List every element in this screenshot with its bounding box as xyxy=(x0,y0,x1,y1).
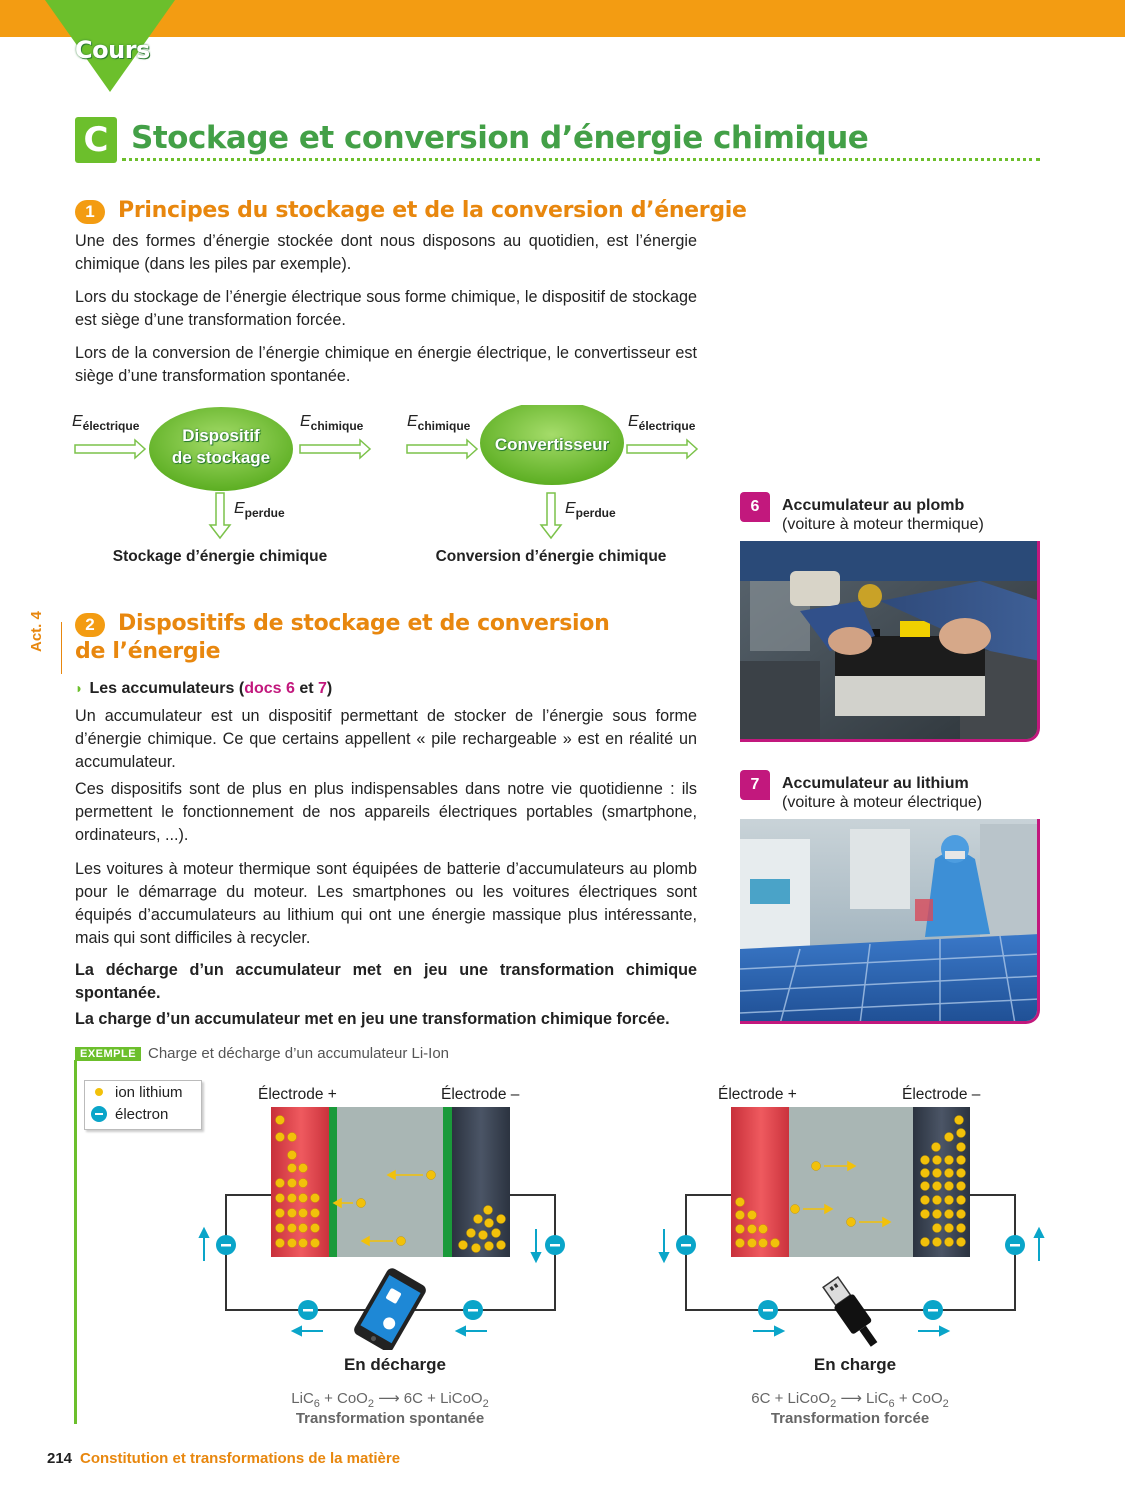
example-side-rule xyxy=(74,1060,77,1424)
paragraph-2-1: Un accumulateur est un dispositif permettant de stocker de l’énergie sous forme d’énergie chimique. Ce que certains appellent « pile rechargeable » est en réalité un accumulateur. xyxy=(75,707,697,771)
section-title-underline xyxy=(122,158,1040,161)
subsection-2-title-line1: Dispositifs de stockage et de conversion xyxy=(118,611,610,636)
discharge-caption-title: En décharge xyxy=(343,1355,447,1374)
doc-7-subtitle: (voiture à moteur électrique) xyxy=(782,794,983,811)
charge-caption-subtitle: Transformation forcée xyxy=(770,1410,930,1427)
cours-label: Cours xyxy=(75,36,150,64)
smartphone-icon xyxy=(352,1266,428,1350)
label-e-chimique-in: $E_{chimique}$ xyxy=(407,413,471,433)
charge-electrolyte xyxy=(789,1107,913,1257)
label-e-electrique-in: $E_{électrique}$ xyxy=(72,413,140,433)
doc-7-badge: 7 xyxy=(740,770,770,800)
doc-6-subtitle: (voiture à moteur thermique) xyxy=(782,516,984,533)
electron-icon xyxy=(91,1106,107,1122)
discharge-caption-subtitle: Transformation spontanée xyxy=(295,1410,485,1427)
lead-battery-photo xyxy=(740,541,1040,742)
paragraph-1-3: Lors de la conversion de l’énergie chimique en énergie électrique, le convertisseur est siège d’une transformation spontanée. xyxy=(75,344,697,385)
usb-plug-icon xyxy=(821,1275,884,1350)
subsection-1-number: 1 xyxy=(75,200,105,224)
paragraph-1-1: Une des formes d’énergie stockée dont nous disposons au quotidien, est l’énergie chimique (dans les piles par exemple). xyxy=(75,232,697,273)
discharge-electrolyte xyxy=(337,1107,443,1257)
discharge-electrode-plus-label: Électrode + xyxy=(258,1086,337,1103)
subsection-2-number: 2 xyxy=(75,613,105,637)
charge-diagram xyxy=(655,1105,1055,1350)
bullet-accumulateurs: ◗ Les accumulateurs (docs 6 et 7) xyxy=(75,680,333,697)
legend-row-ion: ion lithium xyxy=(85,1081,201,1103)
legend-box xyxy=(84,1080,202,1130)
caption-conversion: Conversion d’énergie chimique xyxy=(435,548,667,565)
charge-positive-electrode xyxy=(731,1107,791,1257)
section-title: Stockage et conversion d’énergie chimique xyxy=(131,120,869,156)
doc-6-badge: 6 xyxy=(740,492,770,522)
page-number: 214 xyxy=(47,1450,73,1467)
section-letter-badge: C xyxy=(75,117,117,163)
example-tag: EXEMPLE xyxy=(75,1047,141,1061)
key-statement-charge: La charge d’un accumulateur met en jeu une transformation chimique forcée. xyxy=(75,1010,670,1028)
key-statement-discharge: La décharge d’un accumulateur met en jeu une transformation chimique spontanée. xyxy=(75,961,697,1002)
charge-electrode-plus-label: Électrode + xyxy=(718,1086,797,1103)
lithium-battery-factory-photo xyxy=(740,819,1040,1024)
doc-7-title: Accumulateur au lithium xyxy=(782,775,969,792)
charge-electrode-minus-label: Électrode – xyxy=(902,1086,981,1103)
link-doc-7[interactable]: 7 xyxy=(318,680,327,697)
storage-device-label: Dispositif de stockage xyxy=(171,426,271,467)
paragraph-2-2: Ces dispositifs sont de plus en plus indispensables dans notre vie quotidienne : ils permettent le fonctionnement de nos appareils électriques portables (smartphone, ordinateurs, ...). xyxy=(75,780,697,844)
label-e-perdue-converter: $E_{perdue}$ xyxy=(565,500,616,520)
charge-equation: 6C + LiCoO$_2$ ⟶ LiC$_6$ + CoO$_2$ xyxy=(751,1390,949,1410)
label-e-electrique-out: $E_{électrique}$ xyxy=(628,413,696,433)
subsection-2-title-line2: de l’énergie xyxy=(75,639,221,664)
link-docs-6[interactable]: docs 6 xyxy=(244,680,295,697)
footer-chapter-title: Constitution et transformations de la matière xyxy=(80,1450,401,1467)
bullet-marker-icon: ◗ xyxy=(75,680,84,696)
ion-dot-icon xyxy=(95,1088,103,1096)
discharge-electrode-minus-label: Électrode – xyxy=(441,1086,520,1103)
discharge-diagram xyxy=(195,1105,575,1350)
label-e-perdue-storage: $E_{perdue}$ xyxy=(234,500,285,520)
label-e-chimique-out: $E_{chimique}$ xyxy=(300,413,364,433)
discharge-equation: LiC$_6$ + CoO$_2$ ⟶ 6C + LiCoO$_2$ xyxy=(291,1390,489,1410)
doc-6-title: Accumulateur au plomb xyxy=(782,497,965,514)
subsection-1-title: Principes du stockage et de la conversion d’énergie xyxy=(118,198,747,223)
paragraph-1-2: Lors du stockage de l’énergie électrique sous forme chimique, le dispositif de stockage est siège d’une transformation forcée. xyxy=(75,288,697,329)
paragraph-2-3: Les voitures à moteur thermique sont équipées de batterie d’accumulateurs au plomb pour le démarrage du moteur. Les smartphones ou les voitures électriques sont équipés d’accumulateurs au lithium qui ont une énergie massique plus intéressante, mais qui sont difficiles à recycler. xyxy=(75,860,697,947)
converter-label: Convertisseur xyxy=(494,435,610,454)
charge-caption-title: En charge xyxy=(813,1355,897,1374)
caption-storage: Stockage d’énergie chimique xyxy=(112,548,328,565)
legend-row-electron: électron xyxy=(85,1103,201,1125)
example-title: Charge et décharge d’un accumulateur Li-Ion xyxy=(148,1045,450,1062)
activity-tag: Act. 4 xyxy=(28,611,45,652)
